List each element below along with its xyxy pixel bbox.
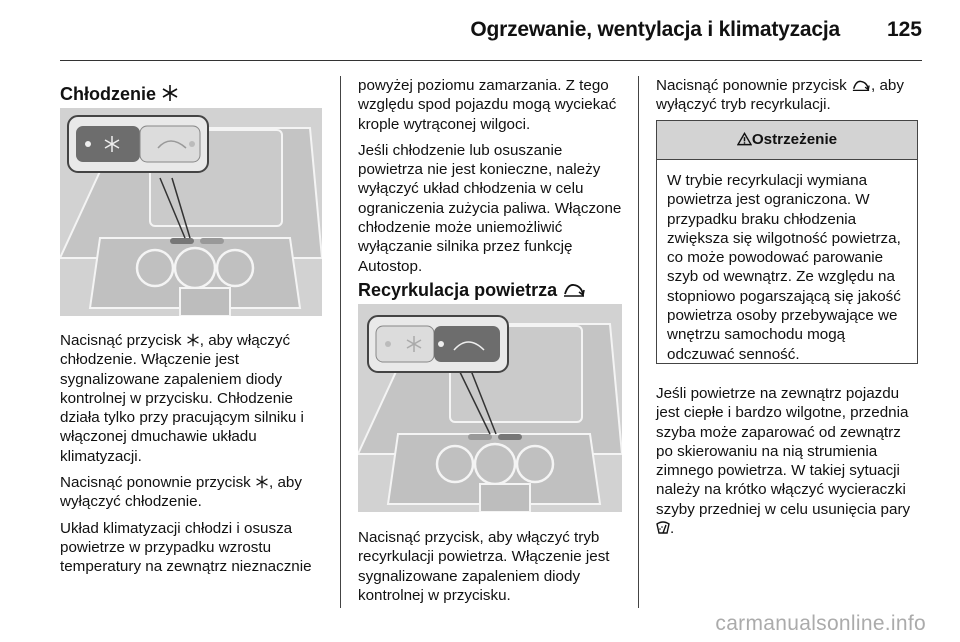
recirculation-icon [562,282,586,298]
paragraph: Jeśli powietrze na zewnątrz pojazdu jest ciepłe i bardzo wilgotne, przednia szyba może zaparować od zewnątrz po skierowaniu na nią strumienia zimnego powietrza. W takiej sytuacji należy na krótko włączyć wycieraczki szyby przedniej w celu usunięcia pary . [656,385,911,538]
recirculation-text [358,528,622,612]
column-2-text [358,76,622,283]
column-divider [638,76,639,608]
page-number: 125 [886,18,922,41]
column-1-text [60,331,322,584]
section-heading-cooling: Chłodzenie [60,84,179,105]
recirculation-icon [851,79,871,92]
dashboard-drawing [60,108,322,316]
warning-triangle-icon [737,132,752,146]
recirculation-button-illustration [358,304,622,512]
warning-text: W trybie recyrkulacji wymiana powietrza jest ograniczona. W przypadku braku chłodzenia zwiększa się wilgotność powietrza, co może powodować parowanie szyb od wewnątrz. Ze względu na stopniowo pogarszającą się jakość powietrza osoby przebywające we wnętrzu samochodu mogą odczuwać senność. [667,172,901,363]
page-header-title: Ogrzewanie, wentylacja i klimatyzacja [470,18,840,41]
warning-header: Ostrzeżenie [657,121,917,160]
header-rule [60,60,922,61]
column-divider [340,76,341,608]
paragraph: Nacisnąć ponownie przycisk , aby wyłączyć tryb recyrkulacji. [656,77,904,114]
column-3-text [656,76,920,122]
snowflake-icon [255,475,269,489]
column-3-bottom-text [656,384,920,545]
paragraph: powyżej poziomu zamarzania. Z tego względu spod pojazdu mogą wyciekać krople wytrąconej wilgoci. [358,77,617,133]
cooling-button-illustration [60,108,322,316]
paragraph: Nacisnąć przycisk , aby włączyć chłodzenie. Włączenie jest sygnalizowane zapaleniem diody kontrolnej w przycisku. Chłodzenie działa tylko przy pracującym silniku i włączonej dmuchawie układu klimatyzacji. [60,332,304,465]
windshield-wiper-icon [656,521,670,535]
snowflake-icon [186,333,200,347]
paragraph: Jeśli chłodzenie lub osuszanie powietrza nie jest konieczne, należy wyłączyć układ chłodzenia w celu ograniczenia zużycia paliwa. Włączone chłodzenie może uniemożliwić wyłączanie silnika przez funkcję Autostop. [358,141,622,275]
paragraph: Układ klimatyzacji chłodzi i osusza powietrze w przypadku wzrostu temperatury na zewnątrz nieznacznie [60,519,312,576]
section-heading-recirculation: Recyrkulacja powietrza [358,280,586,301]
snowflake-icon [161,84,179,102]
warning-box [656,120,918,364]
dashboard-drawing [358,304,622,512]
watermark: carmanualsonline.info [715,612,926,635]
paragraph: Nacisnąć ponownie przycisk , aby wyłączyć chłodzenie. [60,474,302,511]
paragraph: Nacisnąć przycisk, aby włączyć tryb recyrkulacji powietrza. Włączenie jest sygnalizowane zapaleniem diody kontrolnej w przycisku. [358,529,610,604]
